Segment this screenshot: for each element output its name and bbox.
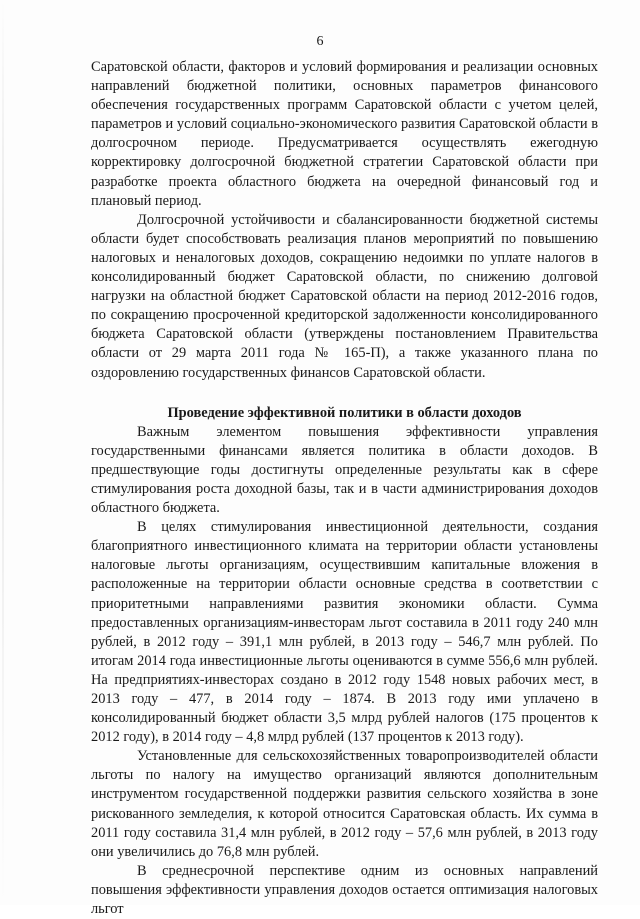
section-paragraph-2: В целях стимулирования инвестиционной деятельности, создания благоприятного инвестиционного климата на территории области установлены налоговые льготы организациям, осуществившим капитальные вложения в расположенные на территории области основные средства в соответствии с приоритетными направлениями развития экономики области. Сумма предоставленных организациям-инвесторам льгот составила в 2011 году 240 млн рублей, в 2012 году – 391,1 млн рублей, в 2013 году – 546,7 млн рублей. По итогам 2014 года инвестиционные льготы оцениваются в сумме 556,6 млн рублей. На предприятиях-инвесторах создано в 2012 году 1548 новых рабочих мест, в 2013 году – 477, в 2014 году – 1874. В 2013 году ими уплачено в консолидированный бюджет области 3,5 млрд рублей налогов (175 процентов к 2012 году), в 2014 году – 4,8 млрд рублей (137 процентов к 2013 году). xyxy=(91,519,598,746)
section-heading: Проведение эффективной политики в области доходов xyxy=(167,404,522,421)
paragraph-2: Долгосрочной устойчивости и сбалансированности бюджетной системы области будет способствовать реализация планов мероприятий по повышению налоговых и неналоговых доходов, сокращению недоимки по уплате налогов в консолидированный бюджет Саратовской области, по снижению долговой нагрузки на областной бюджет Саратовской области на период 2012-2016 годов, по сокращению просроченной кредиторской задолженности консолидированного бюджета Саратовской области (утверждены постановлением Правительства области от 29 марта 2011 года № 165-П), а также указанного плана по оздоровлению государственных финансов Саратовской области. xyxy=(91,211,598,381)
paragraph-1: Саратовской области, факторов и условий формирования и реализации основных направлений бюджетной политики, основных параметров финансового обеспечения государственных программ Саратовской области с учетом целей, параметров и условий социально-экономического развития Саратовской области в долгосрочном периоде. Предусматривается осуществлять ежегодную корректировку долгосрочной бюджетной стратегии Саратовской области при разработке проекта областного бюджета на очередной финансовый год и плановый период. xyxy=(91,59,598,209)
scan-edge-shadow xyxy=(2,0,4,905)
page-number: 6 xyxy=(316,34,324,49)
section-paragraph-1: Важным элементом повышения эффективности управления государственными финансами является политика в области доходов. В предшествующие годы достигнуты определенные результаты как в сфере стимулирования роста доходной базы, так и в части администрирования доходов областного бюджета. xyxy=(91,423,598,517)
section-paragraph-3: Установленные для сельскохозяйственных товаропроизводителей области льготы по налогу на имущество организаций являются дополнительным инструментом государственной поддержки развития сельского хозяйства в зоне рискованного земледелия, к которой относится Саратовская область. Их сумма в 2011 году составила 31,4 млн рублей, в 2012 году – 57,6 млн рублей, в 2013 году они увеличились до 76,8 млн рублей. xyxy=(91,748,598,860)
document-body xyxy=(91,58,598,919)
section-paragraph-4: В среднесрочной перспективе одним из основных направлений повышения эффективности управления доходов остается оптимизация налоговых льгот xyxy=(91,862,598,918)
